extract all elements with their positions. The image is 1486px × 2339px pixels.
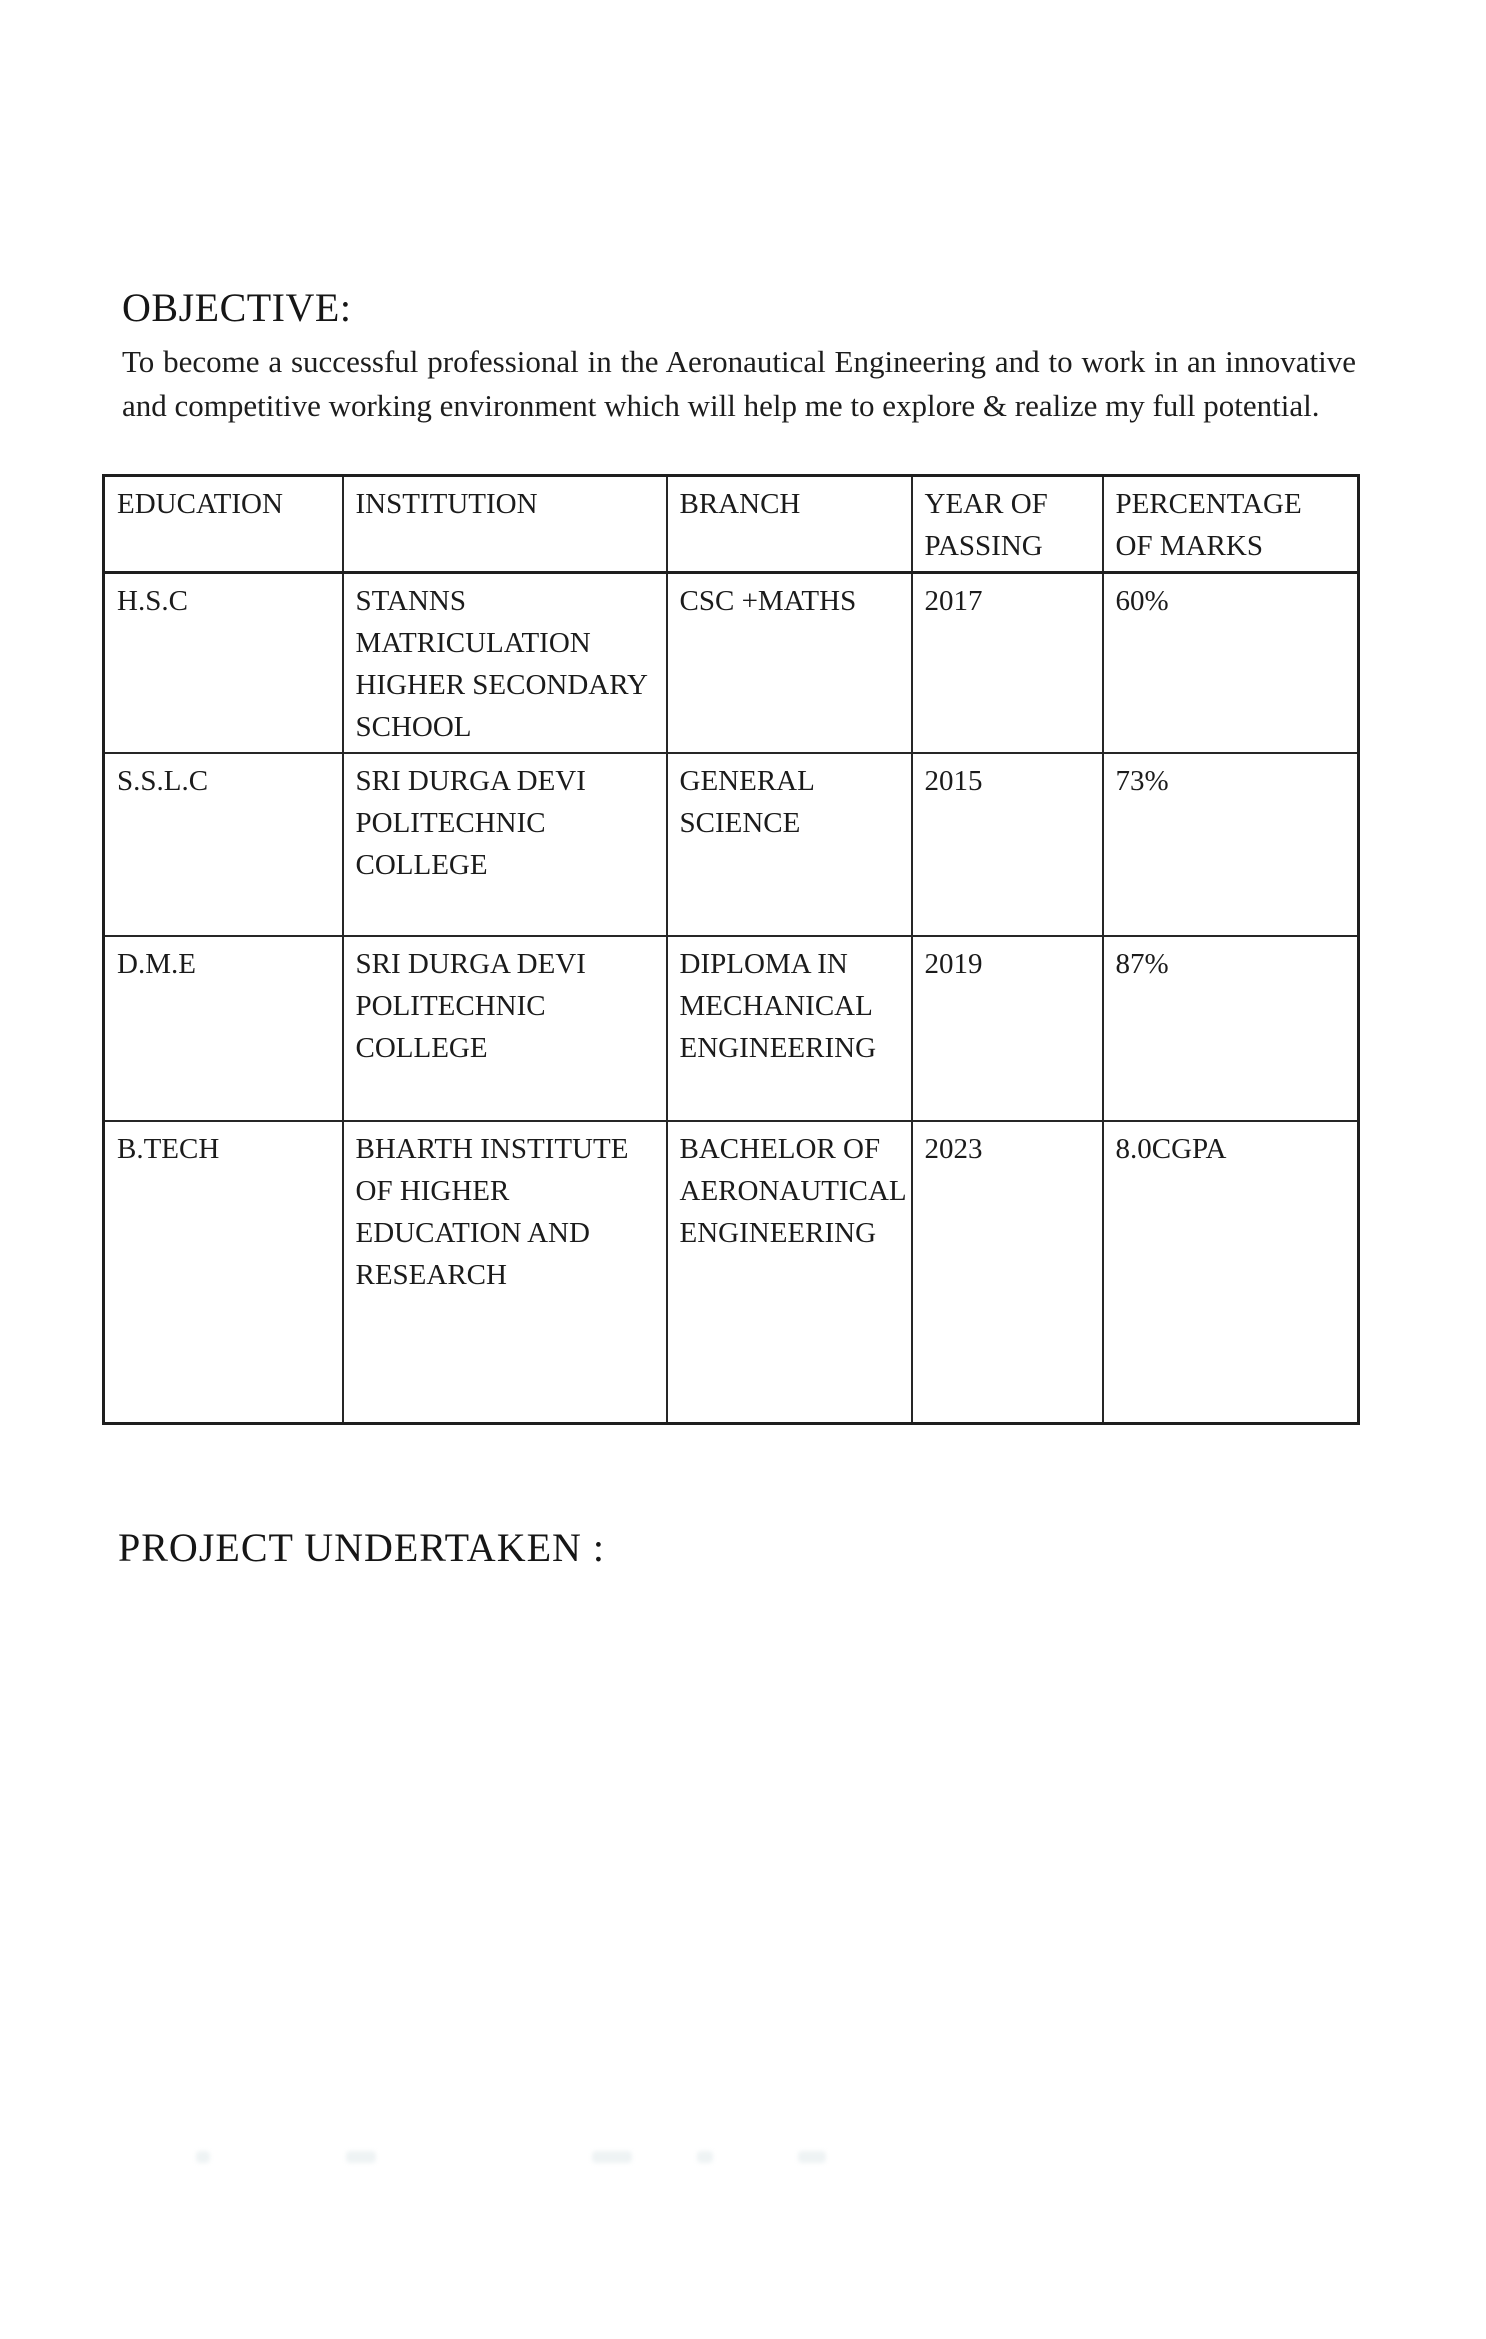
page-content xyxy=(102,285,1357,1571)
cell-institution: STANNS MATRICULATION HIGHER SECONDARY SCHOOL xyxy=(343,573,667,754)
objective-heading: OBJECTIVE: xyxy=(122,285,352,330)
cell-education: D.M.E xyxy=(104,936,343,1121)
project-undertaken-heading: PROJECT UNDERTAKEN : xyxy=(118,1524,606,1570)
header-cell-branch: BRANCH xyxy=(667,476,912,573)
cell-education: S.S.L.C xyxy=(104,753,343,936)
cell-institution: SRI DURGA DEVI POLITECHNIC COLLEGE xyxy=(343,936,667,1121)
scan-artifact xyxy=(346,2151,376,2163)
header-cell-institution: INSTITUTION xyxy=(343,476,667,573)
cell-branch: BACHELOR OF AERONAUTICAL ENGINEERING xyxy=(667,1121,912,1423)
scan-artifact xyxy=(697,2151,713,2163)
scan-artifact xyxy=(798,2151,826,2163)
cell-education: B.TECH xyxy=(104,1121,343,1423)
cell-branch: CSC +MATHS xyxy=(667,573,912,754)
cell-institution: BHARTH INSTITUTE OF HIGHER EDUCATION AND RESEARCH xyxy=(343,1121,667,1423)
header-cell-marks: PERCENTAGE OF MARKS xyxy=(1103,476,1359,573)
table-row-hsc xyxy=(104,573,1359,754)
cell-marks: 8.0CGPA xyxy=(1103,1121,1359,1423)
scan-artifact xyxy=(592,2151,632,2163)
cell-marks: 73% xyxy=(1103,753,1359,936)
cell-branch: GENERAL SCIENCE xyxy=(667,753,912,936)
header-cell-education: EDUCATION xyxy=(104,476,343,573)
cell-branch: DIPLOMA IN MECHANICAL ENGINEERING xyxy=(667,936,912,1121)
cell-marks: 87% xyxy=(1103,936,1359,1121)
cell-year: 2019 xyxy=(912,936,1103,1121)
education-table xyxy=(102,474,1360,1425)
table-row-btech xyxy=(104,1121,1359,1423)
cell-marks: 60% xyxy=(1103,573,1359,754)
objective-paragraph: To become a successful professional in the Aeronautical Engineering and to work in an innovative and competitive working environment which will help me to explore & realize my full potential. xyxy=(122,344,1356,423)
cell-year: 2015 xyxy=(912,753,1103,936)
table-row-sslc xyxy=(104,753,1359,936)
table-header-row xyxy=(104,476,1359,573)
scan-artifact xyxy=(196,2151,210,2163)
cell-education: H.S.C xyxy=(104,573,343,754)
cell-institution: SRI DURGA DEVI POLITECHNIC COLLEGE xyxy=(343,753,667,936)
header-cell-year: YEAR OF PASSING xyxy=(912,476,1103,573)
table-row-dme xyxy=(104,936,1359,1121)
cell-year: 2017 xyxy=(912,573,1103,754)
cell-year: 2023 xyxy=(912,1121,1103,1423)
